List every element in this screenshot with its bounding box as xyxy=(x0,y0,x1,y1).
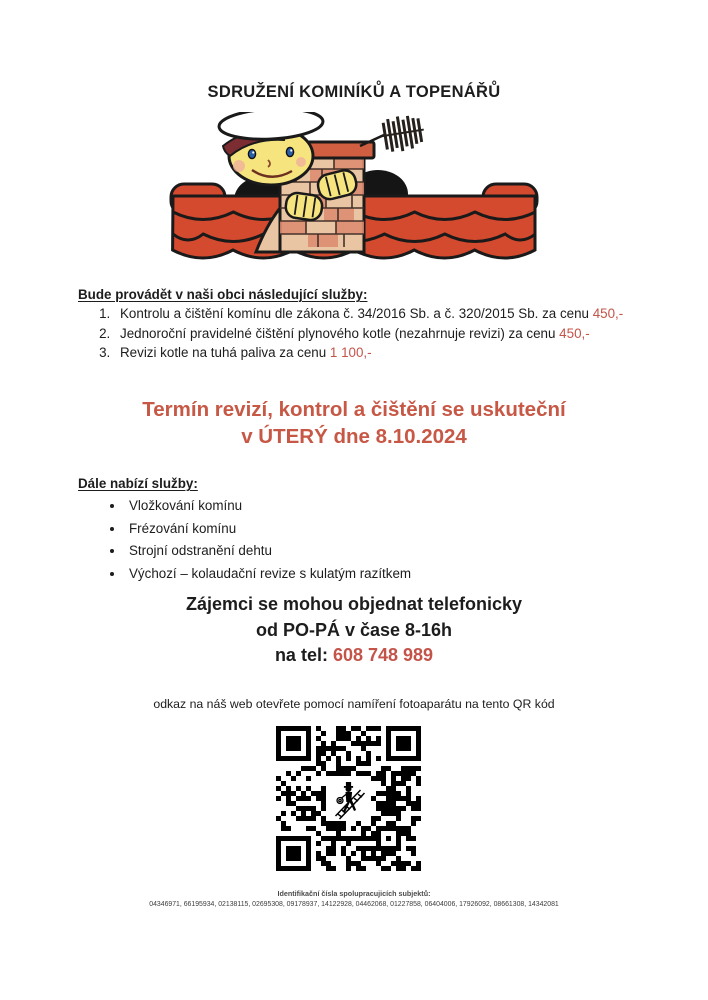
list-item: • Frézování komínu xyxy=(125,521,578,536)
service-price: 1 100,- xyxy=(329,345,372,360)
chimney-sweep-drawing xyxy=(168,112,540,270)
service-text: Revizi kotle na tuhá paliva za cenu xyxy=(120,345,330,360)
list-item: • Strojní odstranění dehtu xyxy=(125,543,578,558)
service-price: 450,- xyxy=(559,325,590,341)
list-item: • Výchozí – kolaudační revize s kulatým razítkem xyxy=(125,566,578,581)
chimney-sweep-with-ladder-icon xyxy=(336,782,365,819)
announcement-line1: Termín revizí, kontrol a čištění se uskuteční xyxy=(142,398,566,421)
qr-code-image xyxy=(276,726,421,871)
more-services-header: Dále nabízí služby: xyxy=(78,476,198,491)
phone-label: na tel: xyxy=(274,645,333,665)
phone-number: 608 748 989 xyxy=(332,645,434,665)
announcement-line2: v ÚTERÝ dne 8.10.2024 xyxy=(241,425,467,448)
more-services-section xyxy=(78,476,578,588)
contact-line3 xyxy=(0,643,708,669)
qr-code xyxy=(276,726,421,871)
more-services-list xyxy=(78,498,578,581)
page-title: SDRUŽENÍ KOMINÍKŮ A TOPENÁŘŮ xyxy=(207,83,501,101)
footer-ids-label: Identifikační čísla spolupracujicích subjektů: xyxy=(277,889,431,898)
services-section xyxy=(78,287,644,365)
footer-ids-numbers: 04346971, 66195934, 02138115, 02695308, 09178937, 14122928, 04462068, 01227858, 06404006, 17926092, 08661308, 14342081 xyxy=(149,901,559,908)
service-item xyxy=(114,345,644,360)
service-item xyxy=(114,326,644,341)
list-item: • Vložkování komínu xyxy=(125,498,578,513)
services-list xyxy=(78,306,644,360)
contact-line2: od PO-PÁ v čase 8-16h xyxy=(255,619,453,640)
service-text: Jednoroční pravidelné čištění plynového kotle (nezahrnuje revizi) za cenu xyxy=(120,325,560,341)
service-item xyxy=(114,306,644,321)
services-header: Bude provádět v naši obci následující služby: xyxy=(78,287,368,302)
chimney-sweep-illustration xyxy=(168,112,540,270)
service-price: 450,- xyxy=(592,306,624,321)
date-announcement xyxy=(0,396,708,450)
footer-ids-section xyxy=(0,889,708,908)
contact-section xyxy=(0,592,708,669)
service-text: Kontrolu a čištění komínu dle zákona č. 34/2016 Sb. a č. 320/2015 Sb. za cenu xyxy=(120,306,593,321)
contact-line1: Zájemci se mohou objednat telefonicky xyxy=(185,594,523,614)
qr-caption: odkaz na náš web otevřete pomocí namíření fotoaparátu na tento QR kód xyxy=(153,697,555,711)
